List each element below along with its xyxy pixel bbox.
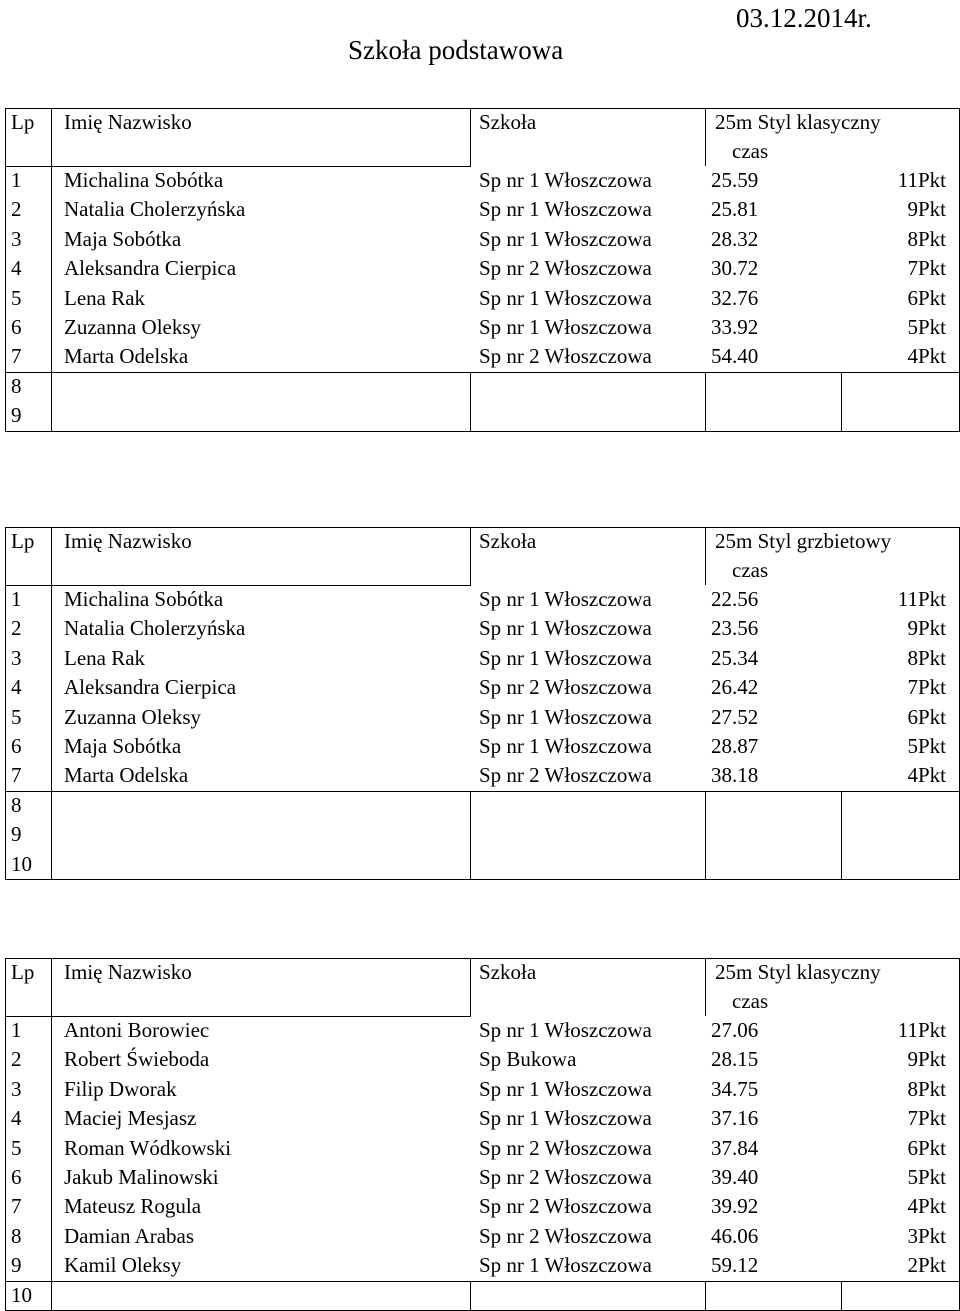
table-row [5,1251,960,1280]
column-divider [51,108,52,431]
column-divider [470,372,471,431]
row-lp: 9 [11,403,22,428]
header-school: Szkoła [479,110,537,134]
header-time-label: czas [732,989,769,1013]
row-name: Marta Odelska [64,763,189,788]
row-points: 8Pkt [907,1076,946,1101]
row-school: Sp nr 2 Włoszczowa [479,1194,652,1219]
header-event: 25m Styl grzbietowy [715,529,892,553]
row-school: Sp nr 1 Włoszczowa [479,704,652,729]
row-lp: 4 [11,256,22,281]
row-name: Maciej Mesjasz [64,1106,197,1131]
row-name: Marta Odelska [64,344,189,369]
row-name: Jakub Malinowski [64,1164,219,1189]
table-row [5,791,960,820]
row-name: Zuzanna Oleksy [64,704,202,729]
table-row [5,1281,960,1310]
document-title: Szkoła podstawowa [348,35,564,65]
row-divider [5,791,960,792]
row-points: 6Pkt [907,285,946,310]
column-divider [841,1281,842,1310]
row-points: 3Pkt [907,1223,946,1248]
table-row [5,1192,960,1221]
table-row [5,372,960,401]
row-points: 4Pkt [907,344,946,369]
row-lp: 5 [11,704,22,729]
row-school: Sp nr 1 Włoszczowa [479,1076,652,1101]
table-bottom-border [5,431,960,432]
row-name: Zuzanna Oleksy [64,314,202,339]
row-time: 33.92 [711,314,759,339]
document-date: 03.12.2014r. [736,3,872,33]
row-points: 7Pkt [907,256,946,281]
table-row [5,585,960,614]
table-row [5,1134,960,1163]
row-points: 9Pkt [907,616,946,641]
header-event: 25m Styl klasyczny [715,960,881,984]
row-time: 28.15 [711,1047,759,1072]
row-name: Kamil Oleksy [64,1253,182,1278]
row-points: 9Pkt [907,197,946,222]
table-row [5,1104,960,1133]
table-row [5,614,960,643]
table-row [5,850,960,879]
column-divider [51,958,52,1310]
table-row [5,166,960,195]
row-points: 5Pkt [907,314,946,339]
row-time: 37.84 [711,1135,759,1160]
row-school: Sp nr 1 Włoszczowa [479,733,652,758]
row-time: 22.56 [711,587,759,611]
table-top-border [5,958,960,959]
table-row [5,1163,960,1192]
table-bottom-border [5,879,960,880]
row-school: Sp nr 1 Włoszczowa [479,645,652,670]
row-name: Michalina Sobótka [64,168,224,192]
row-school: Sp nr 1 Włoszczowa [479,1253,652,1278]
row-points: 7Pkt [907,675,946,700]
row-school: Sp nr 1 Włoszczowa [479,197,652,222]
row-lp: 3 [11,645,22,670]
row-name: Antoni Borowiec [64,1018,210,1042]
results-table [5,958,960,1310]
row-lp: 4 [11,1106,22,1131]
table-left-border [5,108,6,431]
table-row [5,225,960,254]
header-name: Imię Nazwisko [64,960,192,984]
row-lp: 9 [11,822,22,847]
row-lp: 5 [11,285,22,310]
row-lp: 8 [11,792,22,817]
table-left-border [5,958,6,1310]
header-school: Szkoła [479,960,537,984]
table-row [5,820,960,849]
row-name: Lena Rak [64,285,146,310]
header-lp: Lp [11,110,35,134]
row-time: 28.87 [711,733,759,758]
row-school: Sp nr 2 Włoszczowa [479,256,652,281]
row-lp: 8 [11,373,22,398]
row-lp: 8 [11,1223,22,1248]
table-row [5,401,960,430]
row-name: Lena Rak [64,645,146,670]
row-name: Robert Świeboda [64,1047,210,1072]
row-school: Sp nr 2 Włoszczowa [479,1135,652,1160]
row-lp: 10 [11,851,32,876]
column-divider [470,108,471,166]
row-lp: 4 [11,675,22,700]
table-header-row [5,958,960,1016]
column-divider [470,527,471,585]
header-lp: Lp [11,529,35,553]
row-points: 11Pkt [897,1018,946,1042]
row-school: Sp nr 1 Włoszczowa [479,168,652,192]
row-name: Roman Wódkowski [64,1135,232,1160]
results-table [5,527,960,879]
row-lp: 6 [11,733,22,758]
row-lp: 7 [11,1194,22,1219]
column-divider [470,791,471,879]
column-divider [705,958,706,1016]
column-divider [470,1281,471,1310]
header-divider [5,166,471,167]
row-lp: 9 [11,1253,22,1278]
row-school: Sp nr 1 Włoszczowa [479,226,652,251]
header-name: Imię Nazwisko [64,110,192,134]
table-row [5,673,960,702]
row-school: Sp nr 1 Włoszczowa [479,1106,652,1131]
column-divider [51,527,52,879]
row-time: 38.18 [711,763,759,788]
table-header-row [5,108,960,166]
row-points: 4Pkt [907,763,946,788]
table-row [5,644,960,673]
row-points: 6Pkt [907,704,946,729]
header-divider [5,585,471,586]
row-lp: 1 [11,1018,22,1042]
row-school: Sp nr 1 Włoszczowa [479,1018,652,1042]
row-points: 8Pkt [907,226,946,251]
row-time: 30.72 [711,256,759,281]
table-row [5,342,960,371]
row-lp: 2 [11,1047,22,1072]
row-school: Sp nr 1 Włoszczowa [479,285,652,310]
row-points: 8Pkt [907,645,946,670]
row-lp: 6 [11,314,22,339]
row-points: 9Pkt [907,1047,946,1072]
row-school: Sp nr 2 Włoszczowa [479,763,652,788]
row-points: 11Pkt [897,587,946,611]
row-time: 59.12 [711,1253,759,1278]
row-points: 5Pkt [907,1164,946,1189]
table-row [5,284,960,313]
header-time-label: czas [732,139,769,163]
header-event: 25m Styl klasyczny [715,110,881,134]
table-row [5,1222,960,1251]
row-name: Aleksandra Cierpica [64,675,237,700]
table-row [5,703,960,732]
table-top-border [5,527,960,528]
row-lp: 1 [11,168,22,192]
row-school: Sp nr 1 Włoszczowa [479,616,652,641]
row-time: 34.75 [711,1076,759,1101]
table-row [5,1045,960,1074]
header-divider [5,1016,471,1017]
column-divider [705,791,706,879]
row-time: 54.40 [711,344,759,369]
row-school: Sp nr 1 Włoszczowa [479,314,652,339]
row-lp: 3 [11,226,22,251]
table-header-row [5,527,960,585]
header-name: Imię Nazwisko [64,529,192,553]
row-lp: 3 [11,1076,22,1101]
results-table [5,108,960,431]
row-time: 37.16 [711,1106,759,1131]
row-name: Natalia Cholerzyńska [64,616,246,641]
column-divider [705,1281,706,1310]
row-time: 39.92 [711,1194,759,1219]
row-name: Filip Dworak [64,1076,177,1101]
header-lp: Lp [11,960,35,984]
row-name: Damian Arabas [64,1223,195,1248]
row-lp: 6 [11,1164,22,1189]
row-lp: 5 [11,1135,22,1160]
row-school: Sp nr 2 Włoszczowa [479,1223,652,1248]
row-lp: 1 [11,587,22,611]
table-row [5,313,960,342]
row-time: 46.06 [711,1223,759,1248]
row-time: 28.32 [711,226,759,251]
row-time: 27.06 [711,1018,759,1042]
row-time: 27.52 [711,704,759,729]
row-lp: 10 [11,1282,32,1307]
row-name: Maja Sobótka [64,226,182,251]
row-school: Sp Bukowa [479,1047,577,1072]
row-lp: 7 [11,763,22,788]
row-time: 23.56 [711,616,759,641]
row-name: Mateusz Rogula [64,1194,202,1219]
table-top-border [5,108,960,109]
column-divider [705,108,706,166]
column-divider [470,958,471,1016]
row-time: 25.81 [711,197,759,222]
table-left-border [5,527,6,879]
row-name: Natalia Cholerzyńska [64,197,246,222]
row-time: 25.34 [711,645,759,670]
column-divider [841,791,842,879]
table-row [5,761,960,790]
row-name: Michalina Sobótka [64,587,224,611]
row-lp: 2 [11,197,22,222]
row-name: Maja Sobótka [64,733,182,758]
row-time: 39.40 [711,1164,759,1189]
row-time: 25.59 [711,168,759,192]
row-divider [5,1281,960,1282]
row-name: Aleksandra Cierpica [64,256,237,281]
row-school: Sp nr 2 Włoszczowa [479,1164,652,1189]
header-school: Szkoła [479,529,537,553]
row-points: 7Pkt [907,1106,946,1131]
column-divider [705,527,706,585]
row-time: 26.42 [711,675,759,700]
row-points: 11Pkt [897,168,946,192]
table-row [5,1016,960,1045]
row-school: Sp nr 2 Włoszczowa [479,675,652,700]
row-points: 5Pkt [907,733,946,758]
row-school: Sp nr 2 Włoszczowa [479,344,652,369]
header-time-label: czas [732,558,769,582]
row-lp: 2 [11,616,22,641]
row-divider [5,372,960,373]
row-lp: 7 [11,344,22,369]
table-row [5,195,960,224]
row-school: Sp nr 1 Włoszczowa [479,587,652,611]
row-points: 2Pkt [907,1253,946,1278]
table-row [5,732,960,761]
column-divider [841,372,842,431]
table-row [5,254,960,283]
row-points: 6Pkt [907,1135,946,1160]
row-points: 4Pkt [907,1194,946,1219]
row-time: 32.76 [711,285,759,310]
column-divider [705,372,706,431]
table-row [5,1075,960,1104]
